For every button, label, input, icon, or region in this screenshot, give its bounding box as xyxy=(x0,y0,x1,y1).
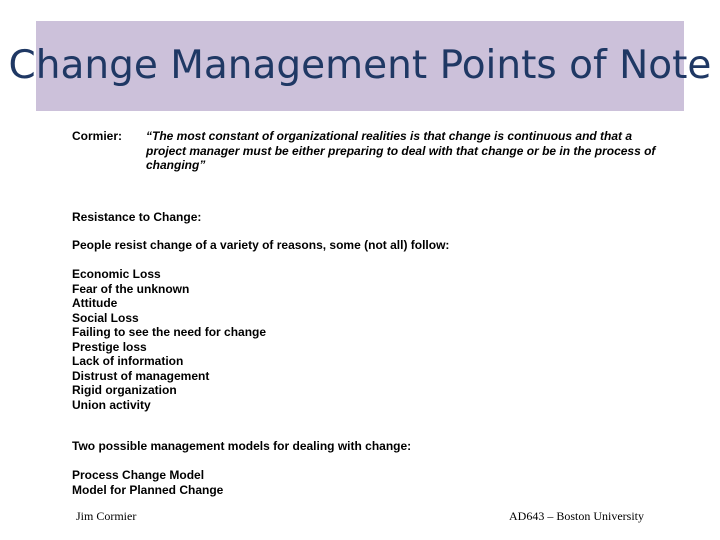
list-item: Union activity xyxy=(72,397,151,412)
list-item: Distrust of management xyxy=(72,368,210,383)
list-item: Prestige loss xyxy=(72,339,147,354)
footer-author: Jim Cormier xyxy=(76,509,137,523)
list-item: Economic Loss xyxy=(72,267,161,281)
models-heading: Two possible management models for dealing with change: xyxy=(72,439,412,453)
slide-title: Change Management Points of Note xyxy=(8,43,712,88)
footer-course: AD643 – Boston University xyxy=(509,509,644,523)
list-item: Model for Planned Change xyxy=(72,482,224,497)
list-item: Fear of the unknown xyxy=(72,281,190,296)
quote-attribution: Cormier: xyxy=(72,129,123,143)
list-item: Rigid organization xyxy=(72,383,177,397)
resistance-heading: Resistance to Change: xyxy=(72,210,202,224)
list-item: Process Change Model xyxy=(72,468,205,482)
list-item: Lack of information xyxy=(72,354,184,368)
resistance-reasons-list xyxy=(72,267,266,412)
models-list xyxy=(72,468,223,497)
quote-text: “The most constant of organizational realities is that change is continuous and that a project manager must be either preparing to deal with that change or be in the process of changing” xyxy=(146,129,656,172)
list-item: Attitude xyxy=(72,296,118,310)
resistance-intro: People resist change of a variety of reasons, some (not all) follow: xyxy=(72,238,450,252)
list-item: Social Loss xyxy=(72,310,139,325)
list-item: Failing to see the need for change xyxy=(72,325,267,339)
